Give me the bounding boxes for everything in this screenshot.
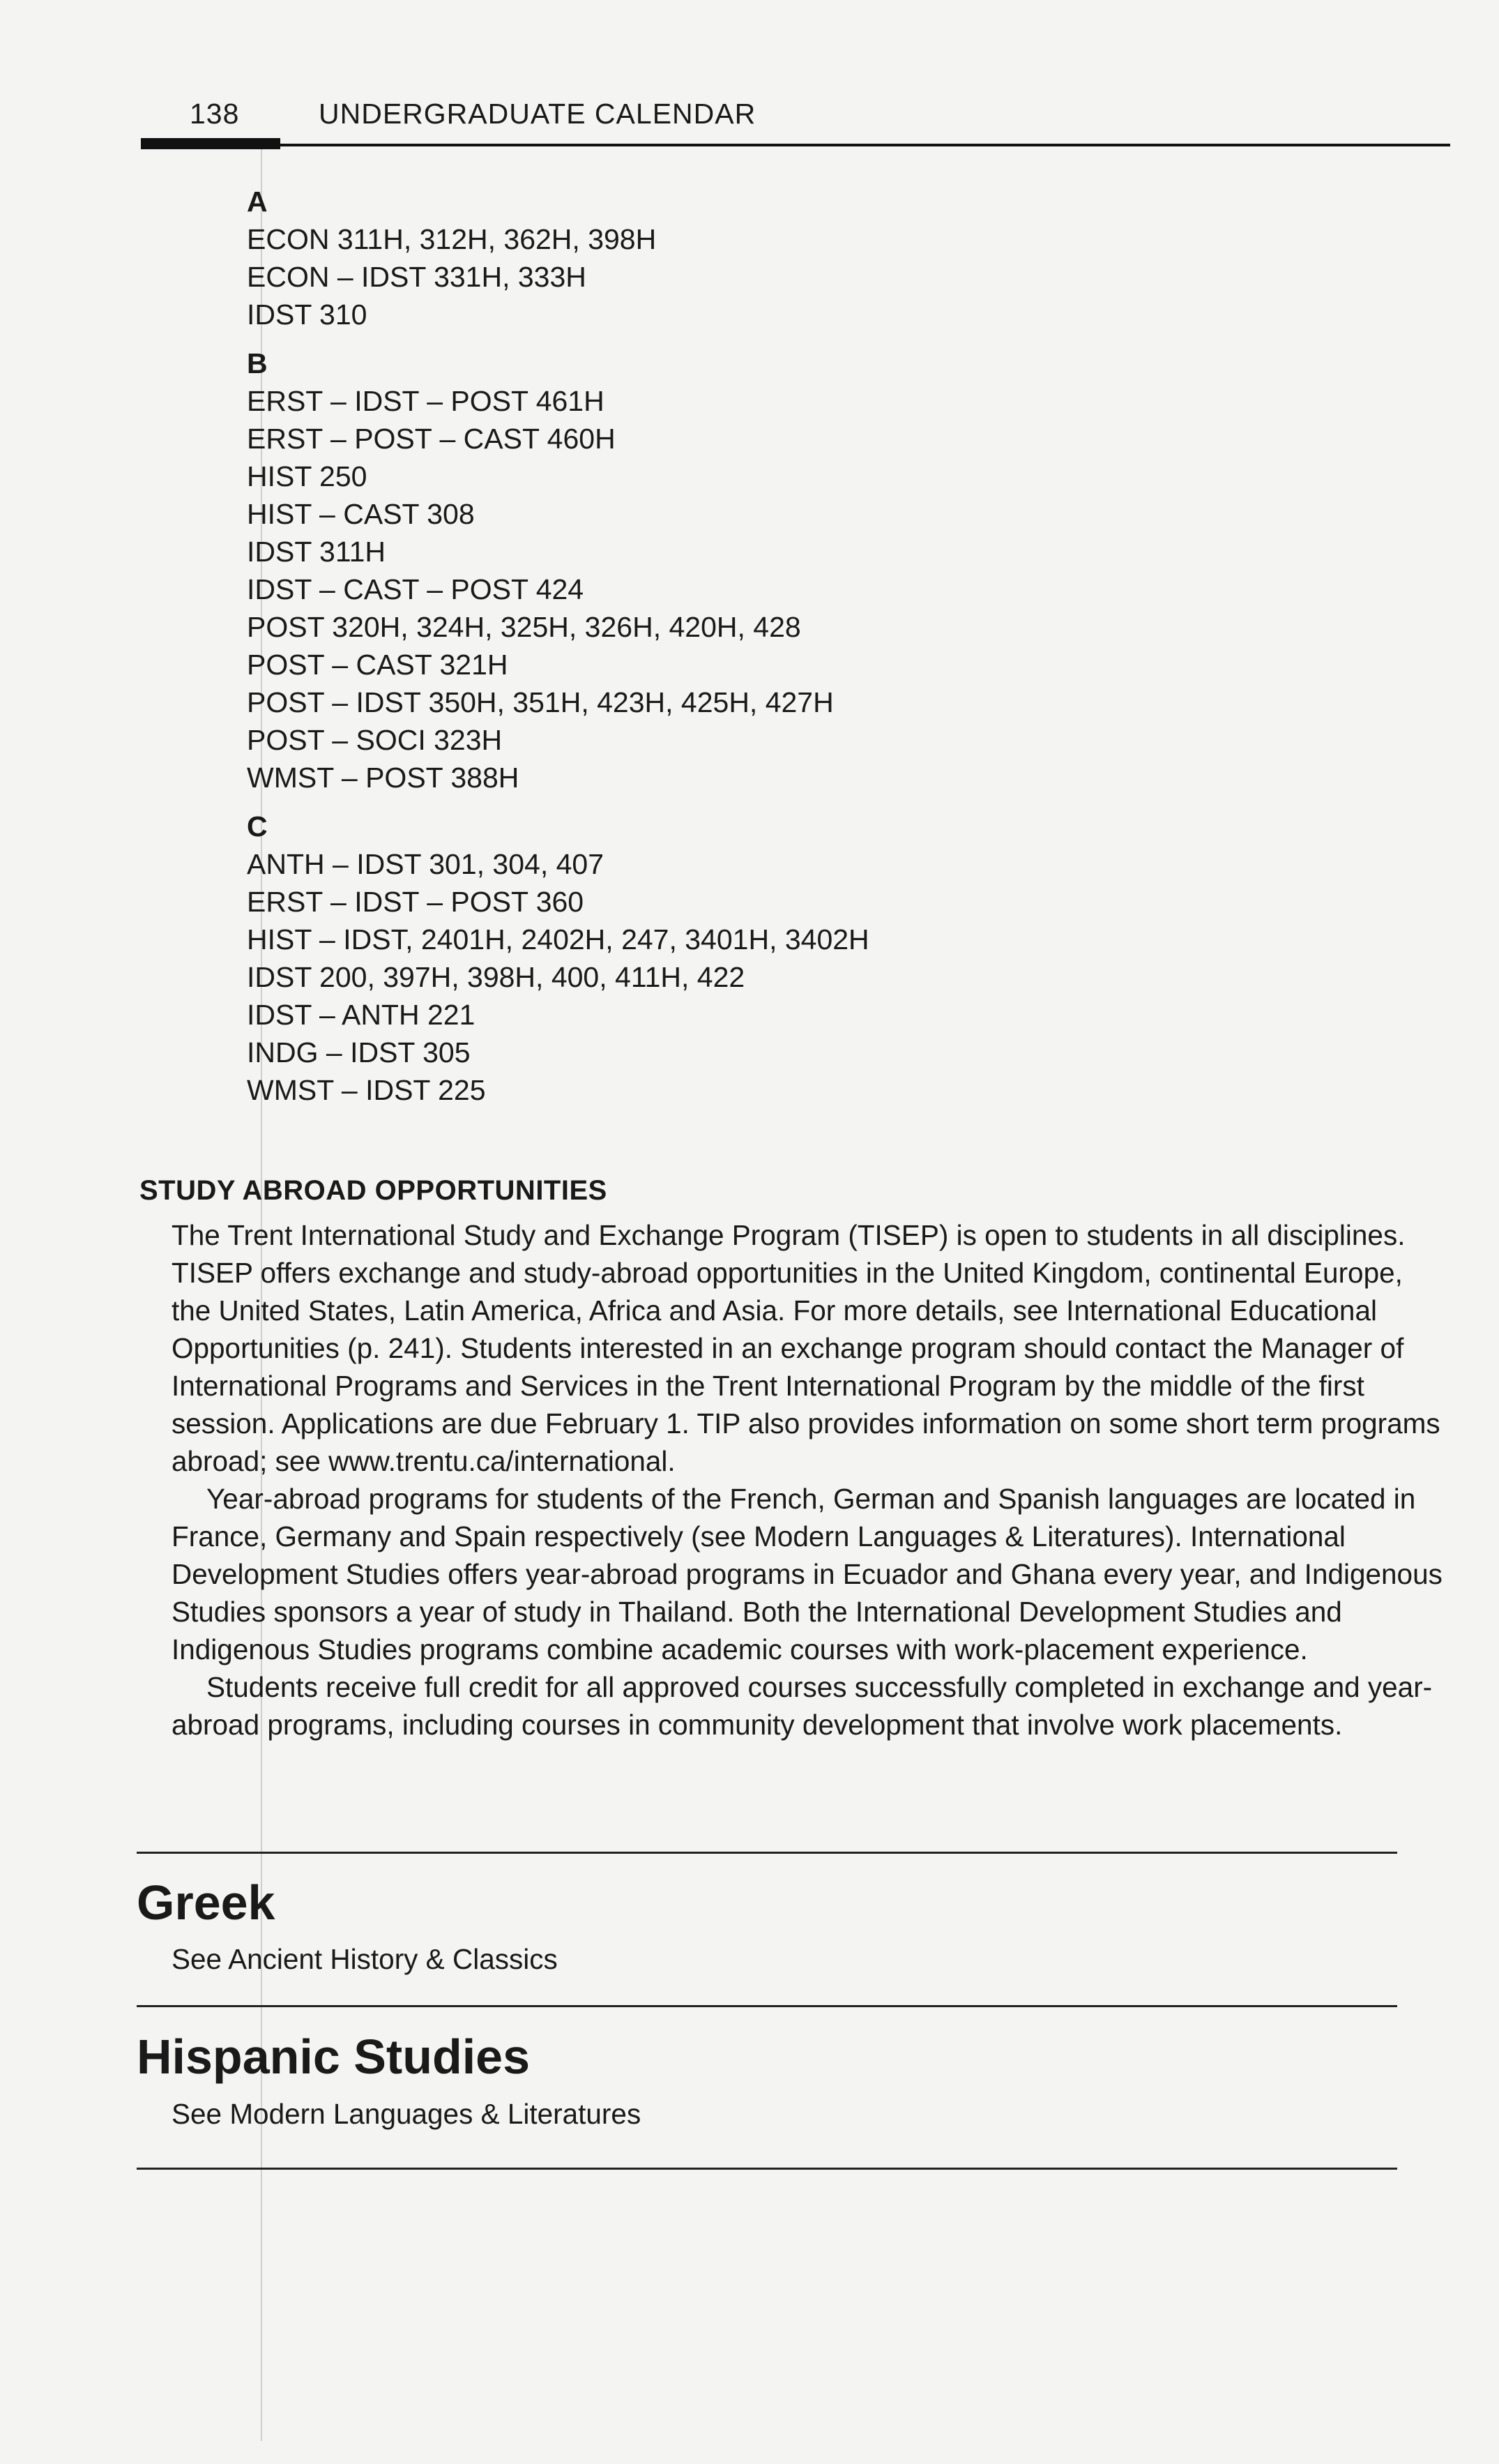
study-abroad-paragraph: Year-abroad programs for students of the French, German and Spanish languages are located in France, Germany and Spain respectively (see Modern Languages & Literatures). International Development Studies offers year-abroad programs in Ecuador and Ghana every year, and Indigenous Studies sponsors a year of study in Thailand. Both the International Development Studies and Indigenous Studies programs combine academic courses with work-placement experience. [172,1483,1443,1665]
course-item: ANTH – IDST 301, 304, 407 [247,848,604,880]
study-abroad-heading: STUDY ABROAD OPPORTUNITIES [139,1175,607,1206]
header-rule [141,144,1450,146]
course-item: POST – IDST 350H, 351H, 423H, 425H, 427H [247,686,834,718]
study-abroad-paragraph: Students receive full credit for all approved courses successfully completed in exchange and year-abroad programs, including courses in community development that involve work placements. [172,1671,1433,1741]
course-item: ERST – IDST – POST 360 [247,886,584,918]
course-item: ECON – IDST 331H, 333H [247,261,586,293]
course-item: INDG – IDST 305 [247,1036,471,1068]
course-item: POST – CAST 321H [247,649,508,681]
course-item: POST – SOCI 323H [247,724,503,756]
study-abroad-paragraph: The Trent International Study and Exchange Program (TISEP) is open to students in all disciplines. TISEP offers exchange and study-abroad opportunities in the United Kingdom, continental Europe, the United States, Latin America, Africa and Asia. For more details, see International Educational Opportunities (p. 241). Students interested in an exchange program should contact the Manager of International Programs and Services in the Trent International Program by the middle of the first session. Applications are due February 1. TIP also provides information on some short term programs abroad; see www.trentu.ca/international. [172,1219,1440,1477]
course-item: HIST – CAST 308 [247,498,475,530]
course-group-b [247,345,1223,796]
course-item: WMST – POST 388H [247,762,519,794]
course-item: IDST 310 [247,298,367,331]
study-abroad-body [172,1216,1447,1744]
course-item: HIST 250 [247,460,367,492]
group-letter: C [247,810,268,842]
section-rule [137,2005,1397,2007]
section-title-hispanic-studies: Hispanic Studies [137,2030,531,2084]
section-rule [137,2168,1397,2170]
group-letter: B [247,347,268,379]
course-item: POST 320H, 324H, 325H, 326H, 420H, 428 [247,611,801,643]
course-group-c [247,808,1223,1109]
course-item: HIST – IDST, 2401H, 2402H, 247, 3401H, 3402H [247,923,869,955]
section-see-greek: See Ancient History & Classics [172,1943,558,1975]
course-item: ECON 311H, 312H, 362H, 398H [247,223,657,255]
course-item: ERST – IDST – POST 461H [247,385,604,417]
section-see-hispanic-studies: See Modern Languages & Literatures [172,2098,641,2130]
header-bar [141,138,280,149]
course-item: IDST 311H [247,536,386,568]
running-title: UNDERGRADUATE CALENDAR [319,98,756,130]
page-number: 138 [190,98,240,130]
course-item: IDST 200, 397H, 398H, 400, 411H, 422 [247,961,745,993]
course-item: IDST – CAST – POST 424 [247,573,584,605]
course-item: IDST – ANTH 221 [247,999,475,1031]
group-letter: A [247,186,268,218]
section-rule [137,1852,1397,1854]
section-title-greek: Greek [137,1875,275,1930]
course-groups [247,183,1223,1120]
course-group-a [247,183,1223,333]
course-item: WMST – IDST 225 [247,1074,486,1106]
course-item: ERST – POST – CAST 460H [247,423,616,455]
